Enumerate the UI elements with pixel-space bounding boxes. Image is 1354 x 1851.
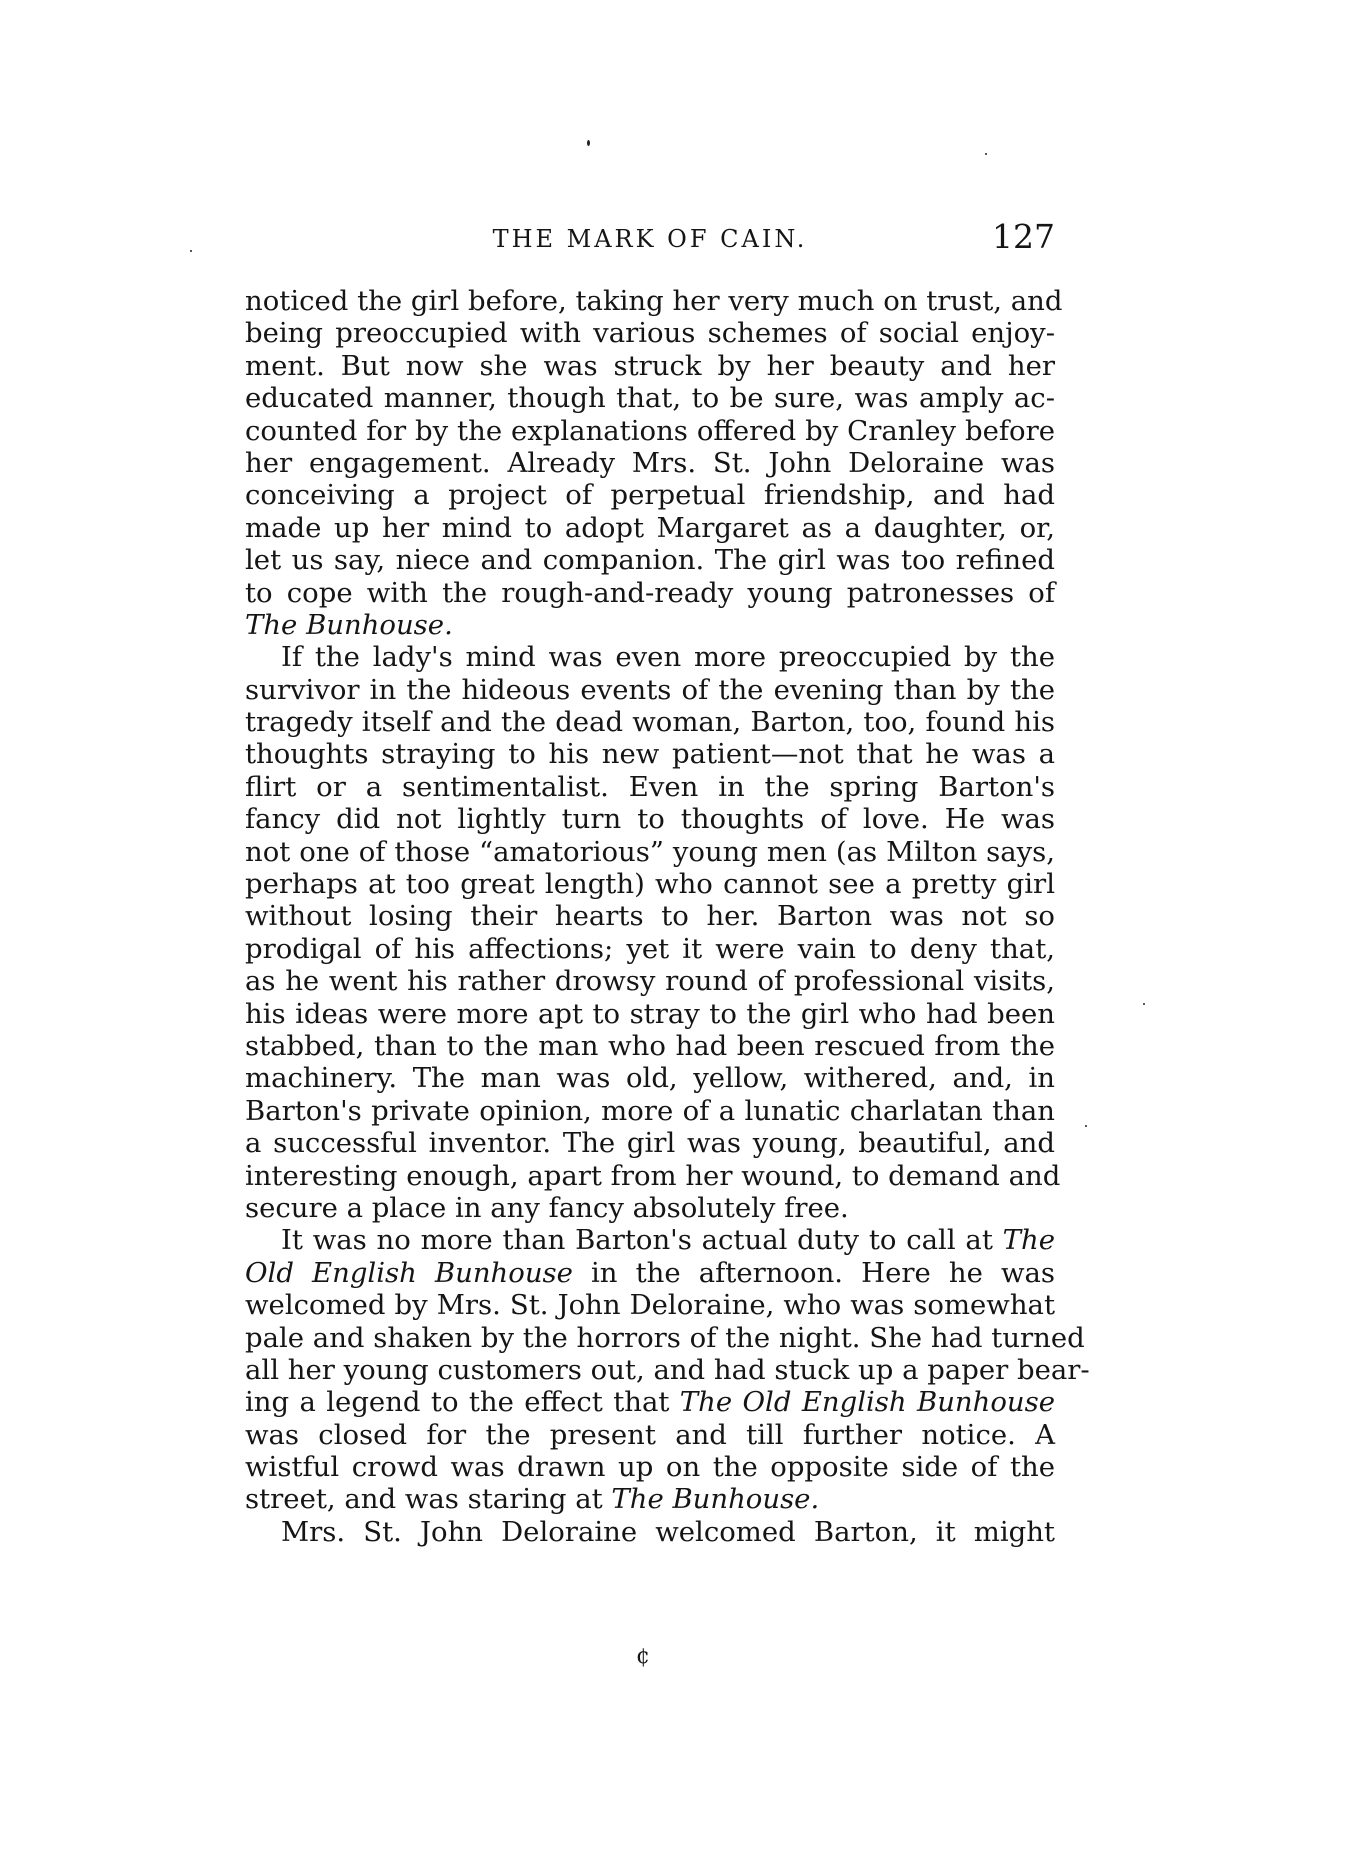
text-line xyxy=(245,1257,1055,1289)
italic-title: The xyxy=(1002,1224,1055,1257)
text-line: ment. But now she was struck by her beauty and her xyxy=(245,349,1055,382)
body-text xyxy=(245,285,1090,1548)
text-line: counted for by the explanations offered by Cranley before xyxy=(245,414,1055,447)
text-line: as he went his rather drowsy round of professional visits, xyxy=(245,965,1055,998)
text-line: Mrs. St. John Deloraine welcomed Barton, it might xyxy=(281,1515,1055,1548)
text-line: stabbed, than to the man who had been rescued from the xyxy=(245,1029,1055,1062)
text-line: let us say, niece and companion. The girl was too refined xyxy=(245,544,1055,577)
text-run: ing a legend to the effect that xyxy=(245,1386,680,1419)
text-line: secure a place in any fancy absolutely free. xyxy=(245,1191,849,1224)
text-line: flirt or a sentimentalist. Even in the spring Barton's xyxy=(245,770,1055,803)
scan-speck xyxy=(1143,1003,1145,1005)
text-line xyxy=(245,1386,1055,1418)
text-line: thoughts straying to his new patient—not that he was a xyxy=(245,738,1055,771)
text-line: made up her mind to adopt Margaret as a daughter, or, xyxy=(245,511,1055,544)
text-line xyxy=(245,609,1055,641)
text-line: her engagement. Already Mrs. St. John Deloraine was xyxy=(245,446,1055,479)
text-line: his ideas were more apt to stray to the girl who had been xyxy=(245,997,1055,1030)
running-title: THE MARK OF CAIN. xyxy=(492,225,808,253)
running-head xyxy=(245,217,1055,257)
footer-mark: ¢ xyxy=(636,1644,650,1669)
text-run: It was no more than Barton's actual duty to call at xyxy=(281,1224,1003,1257)
paragraph-4 xyxy=(245,1516,1055,1548)
text-line: prodigal of his affections; yet it were vain to deny that, xyxy=(245,932,1055,965)
text-line: pale and shaken by the horrors of the night. She had turned xyxy=(245,1321,1085,1354)
text-line: machinery. The man was old, yellow, withered, and, in xyxy=(245,1062,1055,1095)
text-line: was closed for the present and till further notice. A xyxy=(245,1418,1055,1451)
italic-title: The Bunhouse. xyxy=(245,608,453,641)
text-line: tragedy itself and the dead woman, Barton, too, found his xyxy=(245,706,1055,739)
text-line: interesting enough, apart from her wound, to demand and xyxy=(245,1159,1061,1192)
text-line: all her young customers out, and had stuck up a paper bear- xyxy=(245,1353,1090,1386)
scan-speck xyxy=(985,153,987,155)
text-line: being preoccupied with various schemes of social enjoy- xyxy=(245,317,1055,350)
text-run: in the afternoon. Here he was xyxy=(572,1256,1055,1289)
scan-speck xyxy=(1085,1125,1087,1127)
page-number: 127 xyxy=(992,217,1055,256)
italic-title: The Bunhouse. xyxy=(611,1483,820,1516)
text-line: noticed the girl before, taking her very much on trust, and xyxy=(245,285,1063,317)
text-run: street, and was staring at xyxy=(245,1483,612,1516)
text-line: to cope with the rough-and-ready young patronesses of xyxy=(245,576,1055,609)
paragraph-3 xyxy=(245,1224,1090,1516)
text-line: survivor in the hideous events of the evening than by the xyxy=(245,673,1055,706)
text-line: without losing their hearts to her. Barton was not so xyxy=(245,900,1055,933)
text-line: If the lady's mind was even more preoccupied by the xyxy=(281,641,1055,674)
scan-speck xyxy=(587,140,590,146)
paragraph-1 xyxy=(245,285,1063,641)
text-line: welcomed by Mrs. St. John Deloraine, who was somewhat xyxy=(245,1289,1055,1322)
text-line: wistful crowd was drawn up on the opposite side of the xyxy=(245,1451,1055,1484)
italic-title: Old English Bunhouse xyxy=(245,1256,573,1289)
text-line: Barton's private opinion, more of a lunatic charlatan than xyxy=(245,1094,1055,1127)
text-line: conceiving a project of perpetual friendship, and had xyxy=(245,479,1055,512)
text-line xyxy=(245,1483,1055,1515)
text-line: a successful inventor. The girl was young, beautiful, and xyxy=(245,1127,1055,1160)
text-line xyxy=(245,1224,1055,1256)
scan-speck xyxy=(190,250,192,252)
text-line: educated manner, though that, to be sure, was amply ac- xyxy=(245,382,1055,415)
text-line: fancy did not lightly turn to thoughts of love. He was xyxy=(245,803,1055,836)
text-line: not one of those “amatorious” young men (as Milton says, xyxy=(245,835,1055,868)
italic-title: The Old English Bunhouse xyxy=(679,1386,1055,1419)
paragraph-2 xyxy=(245,641,1061,1224)
text-line: perhaps at too great length) who cannot see a pretty girl xyxy=(245,868,1055,901)
